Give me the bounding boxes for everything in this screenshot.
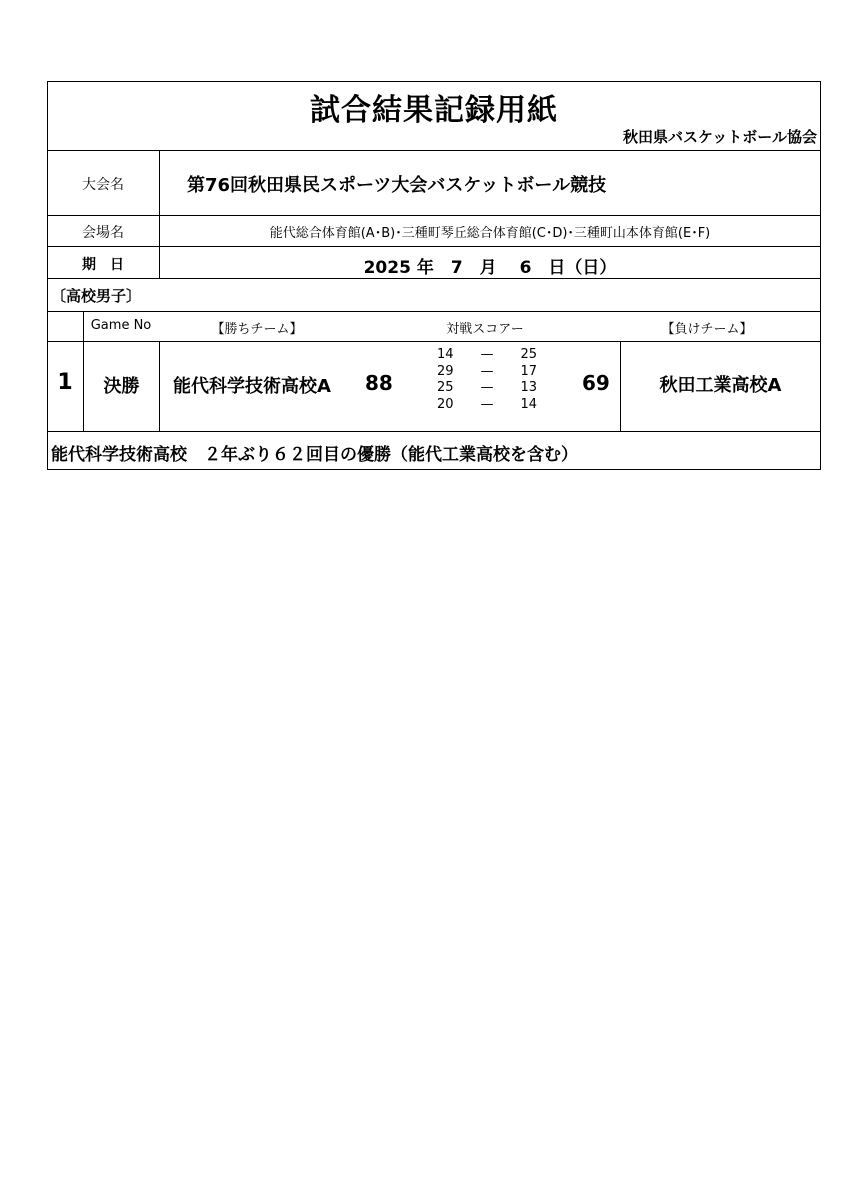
date-value: 2025 年 7 月 6 日（日）	[363, 258, 617, 278]
category-label: 〔高校男子〕	[51, 287, 142, 305]
rule-title	[47, 150, 821, 151]
period-row	[437, 347, 547, 364]
rule-category	[47, 311, 821, 312]
rule-header	[47, 341, 821, 342]
rule-venue	[47, 246, 821, 247]
period-dash: —	[480, 347, 494, 362]
result-sheet	[47, 81, 821, 471]
game-number: 1	[57, 370, 73, 395]
rule-date	[47, 278, 821, 279]
period-score-loser: 17	[520, 363, 537, 379]
date-label: 期 日	[82, 257, 124, 273]
header-loser: 【負けチーム】	[661, 322, 753, 337]
period-score-loser: 14	[520, 396, 537, 412]
period-score-loser: 13	[520, 380, 537, 395]
period-row	[437, 364, 547, 381]
venue-value: 能代総合体育館(A･B)･三種町琴丘総合体育館(C･D)･三種町山本体育館(E･F)	[269, 226, 711, 241]
loser-score: 69	[582, 371, 610, 395]
rule-round-column	[159, 341, 160, 431]
organization-name: 秋田県バスケットボール協会	[623, 128, 817, 146]
header-score: 対戦スコアー	[446, 322, 524, 337]
championship-note: 能代科学技術高校 ２年ぶり６２回目の優勝（能代工業高校を含む）	[51, 445, 578, 465]
page-title: 試合結果記録用紙	[310, 93, 558, 128]
header-winner: 【勝ちチーム】	[211, 322, 303, 337]
period-dash: —	[480, 396, 494, 412]
event-name: 第76回秋田県民スポーツ大会バスケットボール競技	[187, 175, 607, 196]
rule-event	[47, 215, 821, 216]
period-score-winner: 14	[437, 347, 454, 362]
period-dash: —	[480, 363, 494, 379]
game-round: 決勝	[103, 376, 140, 397]
period-score-winner: 29	[437, 363, 454, 379]
period-score-winner: 25	[437, 380, 454, 395]
event-label: 大会名	[82, 177, 124, 193]
period-score-winner: 20	[437, 396, 454, 412]
loser-team: 秋田工業高校A	[659, 375, 782, 396]
period-score-loser: 25	[520, 347, 537, 362]
header-game-no: Game No	[90, 318, 152, 333]
venue-label: 会場名	[82, 225, 124, 241]
period-row	[437, 380, 547, 397]
period-row	[437, 397, 547, 414]
winner-score: 88	[365, 371, 393, 395]
winner-team: 能代科学技術高校A	[173, 376, 331, 397]
rule-game	[47, 431, 821, 432]
period-scores	[437, 347, 547, 413]
period-dash: —	[480, 380, 494, 395]
